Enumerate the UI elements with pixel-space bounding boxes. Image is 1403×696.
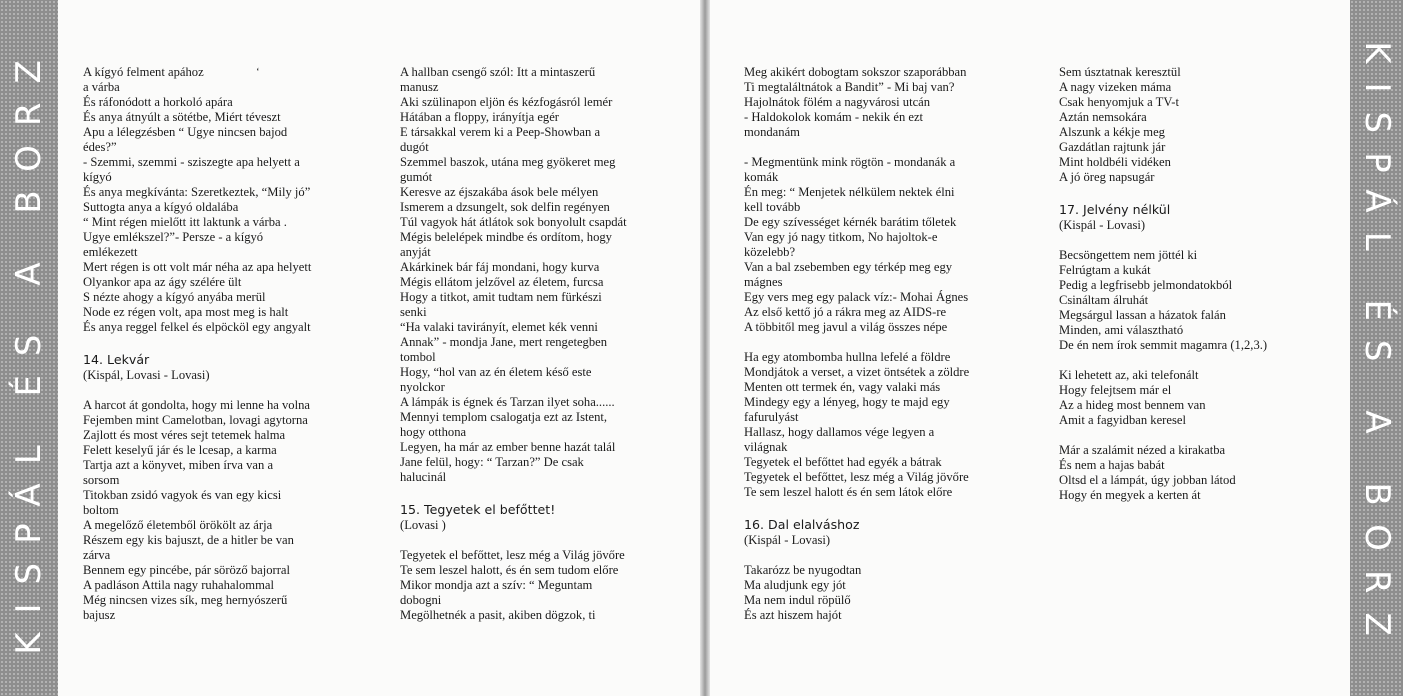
lyric-line: Te sem leszel halott és én sem látok előre	[744, 485, 953, 499]
lyric-line: S nézte ahogy a kígyó anyába merül	[83, 290, 266, 304]
lyric-line: Csak henyomjuk a TV-t	[1059, 95, 1179, 109]
booklet-fold	[700, 0, 710, 696]
song-credit: (Kispál - Lovasi)	[1059, 218, 1146, 232]
lyric-line: Ti megtaláltnátok a Bandit” - Mi baj van?	[744, 80, 955, 94]
lyric-line: világnak	[744, 440, 788, 454]
right-spine-band	[1350, 0, 1403, 696]
lyric-line: A jó öreg napsugár	[1059, 170, 1155, 184]
lyric-line: kígyó	[83, 170, 112, 184]
lyric-line: De én nem írok semmit magamra (1,2,3.)	[1059, 338, 1268, 352]
lyric-line: Ha egy atombomba hullna lefelé a földre	[744, 350, 951, 364]
lyric-line: Jane felül, hogy: “ Tarzan?” De csak	[400, 455, 584, 469]
lyric-line: Amit a fagyidban keresel	[1059, 413, 1186, 427]
lyric-line: Takarózz be nyugodtan	[744, 563, 862, 577]
stanza-gap	[83, 383, 345, 398]
lyric-line: Olyankor apa az ágy szélére ült	[83, 275, 242, 289]
lyric-line: Ma nem indul röpülő	[744, 593, 851, 607]
lyric-line: édes?”	[83, 140, 117, 154]
lyric-line: Mondjátok a verset, a vizet öntsétek a zöldre	[744, 365, 970, 379]
lyric-line: - Szemmi, szemmi - sziszegte apa helyett a	[83, 155, 300, 169]
right-spine-label: KISPÁL ÉS A BORZ	[1356, 41, 1397, 655]
lyric-line: “Ha valaki tavirányít, elemet kék venni	[400, 320, 598, 334]
lyric-line: komák	[744, 170, 779, 184]
stanza-gap	[400, 533, 662, 548]
song-credit: (Lovasi )	[400, 518, 446, 532]
lyric-line: zárva	[83, 548, 111, 562]
lyric-line: És nem a hajas babát	[1059, 458, 1165, 472]
lyric-line: Oltsd el a lámpát, úgy jobban látod	[1059, 473, 1236, 487]
lyric-line: Becsöngettem nem jöttél ki	[1059, 248, 1198, 262]
lyric-line: Megölhetnék a pasit, akiben dögzok, ti	[400, 608, 596, 622]
stanza-gap	[400, 485, 662, 500]
stanza-gap	[744, 500, 999, 515]
lyric-line: Mikor mondja azt a szív: “ Meguntam	[400, 578, 593, 592]
lyric-line: Akárkinek bár fáj mondani, hogy kurva	[400, 260, 600, 274]
lyric-line: Node ez régen volt, apa most meg is halt	[83, 305, 289, 319]
lyric-line: Tegyetek el befőttet, lesz még a Világ jövőre	[400, 548, 625, 562]
lyric-line: A harcot át gondolta, hogy mi lenne ha volna	[83, 398, 310, 412]
lyrics-column-2	[400, 65, 662, 623]
lyric-line: Túl vagyok hát átlátok sok bonyolult csapdát	[400, 215, 627, 229]
lyric-line: Még nincsen vizes sík, meg hernyószerű	[83, 593, 288, 607]
lyric-line: Pedig a legfrisebb jelmondatokból	[1059, 278, 1233, 292]
lyric-line: Hogy a titkot, amit tudtam nem fürkészi	[400, 290, 602, 304]
stanza-gap	[1059, 185, 1321, 200]
lyric-line: Hajolnátok fölém a nagyvárosi utcán	[744, 95, 931, 109]
lyric-line: Fejemben mint Camelotban, lovagi agytorna	[83, 413, 308, 427]
lyric-line: És anya reggel felkel és elpöcköl egy angyalt	[83, 320, 311, 334]
lyric-line: Megsárgul lassan a házatok falán	[1059, 308, 1226, 322]
lyric-line: Mennyi templom csalogatja ezt az Istent,	[400, 410, 608, 424]
lyric-line: anyját	[400, 245, 431, 259]
lyric-line: Hátában a floppy, irányítja egér	[400, 110, 559, 124]
stanza-gap	[83, 335, 345, 350]
lyric-line: Én meg: “ Menjetek nélkülem nektek élni	[744, 185, 955, 199]
lyric-line: “ Mint régen mielőtt itt laktunk a várba .	[83, 215, 287, 229]
lyric-line: bajusz	[83, 608, 116, 622]
lyric-line: Tegyetek el befőttet had egyék a bátrak	[744, 455, 942, 469]
lyric-line: Aztán nemsokára	[1059, 110, 1147, 124]
lyric-line: Ismerem a dzsungelt, sok delfin regényen	[400, 200, 610, 214]
lyric-line: mondanám	[744, 125, 800, 139]
lyrics-column-1	[83, 65, 345, 623]
lyric-line: gumót	[400, 170, 433, 184]
lyric-line: És azt hiszem hajót	[744, 608, 842, 622]
stanza-gap	[744, 548, 999, 563]
lyric-line: mágnes	[744, 275, 783, 289]
lyric-line: manusz	[400, 80, 439, 94]
song-credit: (Kispál - Lovasi)	[744, 533, 831, 547]
lyric-line: Aki szülinapon eljön és kézfogásról lemér	[400, 95, 613, 109]
lyrics-column-3	[744, 65, 999, 623]
lyric-line: boltom	[83, 503, 119, 517]
lyric-line: A padláson Attila nagy ruhahalommal	[83, 578, 274, 592]
lyric-line: A kígyó felment apához	[83, 65, 204, 79]
lyric-line: Gazdátlan rajtunk jár	[1059, 140, 1166, 154]
lyrics-column-4	[1059, 65, 1321, 503]
lyric-line: A lámpák is égnek és Tarzan ilyet soha......	[400, 395, 615, 409]
lyric-line: E társakkal verem ki a Peep-Showban a	[400, 125, 601, 139]
lyric-line: Egy vers meg egy palack víz:- Mohai Ágnes	[744, 290, 969, 304]
stanza-gap	[744, 140, 999, 155]
lyric-line: Mégis belelépek mindbe és ordítom, hogy	[400, 230, 612, 244]
lyric-line: Mint holdbéli vidéken	[1059, 155, 1171, 169]
lyric-line: Az első kettő jó a rákra meg az AIDS-re	[744, 305, 947, 319]
lyric-line: Menten ott termek én, vagy valaki más	[744, 380, 941, 394]
lyric-line: Keresve az éjszakába ások bele mélyen	[400, 185, 599, 199]
lyric-line: Ugye emlékszel?”- Persze - a kígyó	[83, 230, 264, 244]
lyric-line: Alszunk a kékje meg	[1059, 125, 1165, 139]
lyric-line: dugót	[400, 140, 429, 154]
lyric-line: És anya megkívánta: Szeretkeztek, “Mily jó”	[83, 185, 311, 199]
lyric-line: Zajlott és most véres sejt tetemek halma	[83, 428, 286, 442]
lyric-line: Részem egy kis bajuszt, de a hitler be van	[83, 533, 294, 547]
lyric-line: Hogy, “hol van az én életem késő este	[400, 365, 592, 379]
lyric-line: - Haldokolok komám - nekik én ezt	[744, 110, 924, 124]
song-title: 14. Lekvár	[83, 352, 150, 367]
stanza-gap	[1059, 428, 1321, 443]
lyric-line: Mégis ellátom jelzővel az életem, furcsa	[400, 275, 604, 289]
lyric-line: Felett keselyű jár és le lcesap, a karma	[83, 443, 277, 457]
lyric-line: És anya átnyúlt a sötétbe, Miért téveszt	[83, 110, 281, 124]
lyric-line: Sem úsztatnak keresztül	[1059, 65, 1181, 79]
lyric-line: De egy szívességet kérnék barátim tőletek	[744, 215, 957, 229]
lyric-line: A nagy vizeken máma	[1059, 80, 1172, 94]
lyric-line: Van a bal zsebemben egy térkép meg egy	[744, 260, 953, 274]
lyric-line: Suttogta anya a kígyó oldalába	[83, 200, 239, 214]
lyric-line: közelebb?	[744, 245, 796, 259]
lyric-line: Felrúgtam a kukát	[1059, 263, 1151, 277]
lyric-line: tombol	[400, 350, 436, 364]
stanza-gap	[1059, 233, 1321, 248]
lyric-line: Az a hideg most bennem van	[1059, 398, 1206, 412]
left-spine-band	[0, 0, 58, 696]
lyric-line: Szemmel baszok, utána meg gyökeret meg	[400, 155, 616, 169]
lyric-line: Csináltam álruhát	[1059, 293, 1149, 307]
lyric-line: Van egy jó nagy titkom, No hajoltok-e	[744, 230, 938, 244]
lyric-line: emlékezett	[83, 245, 138, 259]
lyric-line: kell tovább	[744, 200, 801, 214]
lyric-line: senki	[400, 305, 427, 319]
lyric-line: Apu a lélegzésben “ Ugye nincsen bajod	[83, 125, 288, 139]
lyric-line: Mert régen is ott volt már néha az apa helyett	[83, 260, 312, 274]
lyric-line: Meg akikért dobogtam sokszor szaporábban	[744, 65, 967, 79]
lyric-line: Te sem leszel halott, és én sem tudom előre	[400, 563, 619, 577]
lyric-line: És ráfonódott a horkoló apára	[83, 95, 233, 109]
lyric-line: Titokban zsidó vagyok és van egy kicsi	[83, 488, 282, 502]
lyric-line: nyolckor	[400, 380, 445, 394]
lyric-line: Hogy én megyek a kerten át	[1059, 488, 1201, 502]
lyric-line: Bennem egy pincébe, pár söröző bajorral	[83, 563, 291, 577]
lyric-line: Legyen, ha már az ember benne hazát talál	[400, 440, 616, 454]
lyric-line: Tartja azt a könyvet, miben írva van a	[83, 458, 274, 472]
song-title: 15. Tegyetek el befőttet!	[400, 502, 556, 517]
lyric-line: fafurulyást	[744, 410, 799, 424]
lyric-line: sorsom	[83, 473, 120, 487]
lyric-line: - Megmentünk mink rögtön - mondanák a	[744, 155, 956, 169]
lyric-line: Hallasz, hogy dallamos vége legyen a	[744, 425, 935, 439]
lyric-line: Tegyetek el befőttet, lesz még a Világ jövőre	[744, 470, 969, 484]
lyric-line: a várba	[83, 80, 120, 94]
lyric-line: Mindegy egy a lényeg, hogy te majd egy	[744, 395, 950, 409]
stanza-gap	[744, 335, 999, 350]
stanza-gap	[1059, 353, 1321, 368]
lyric-line: A többitől meg javul a világ összes népe	[744, 320, 948, 334]
lyric-line: Annak” - mondja Jane, mert rengetegben	[400, 335, 608, 349]
lyric-line: Minden, ami választható	[1059, 323, 1184, 337]
left-spine-label: KISPÁL ÉS A BORZ	[9, 41, 49, 655]
stray-ink-mark: ʻ	[256, 66, 260, 78]
song-credit: (Kispál, Lovasi - Lovasi)	[83, 368, 210, 382]
lyric-line: hogy otthona	[400, 425, 467, 439]
lyric-line: A megelőző életemből örökölt az árja	[83, 518, 273, 532]
lyric-line: Már a szalámit nézed a kirakatba	[1059, 443, 1226, 457]
lyric-line: dobogni	[400, 593, 442, 607]
lyric-line: halucinál	[400, 470, 447, 484]
lyric-line: A hallban csengő szól: Itt a mintaszerű	[400, 65, 596, 79]
lyric-line: Ki lehetett az, aki telefonált	[1059, 368, 1199, 382]
song-title: 17. Jelvény nélkül	[1059, 202, 1171, 217]
song-title: 16. Dal elalváshoz	[744, 517, 860, 532]
lyric-line: Ma aludjunk egy jót	[744, 578, 846, 592]
lyric-line: Hogy felejtsem már el	[1059, 383, 1172, 397]
